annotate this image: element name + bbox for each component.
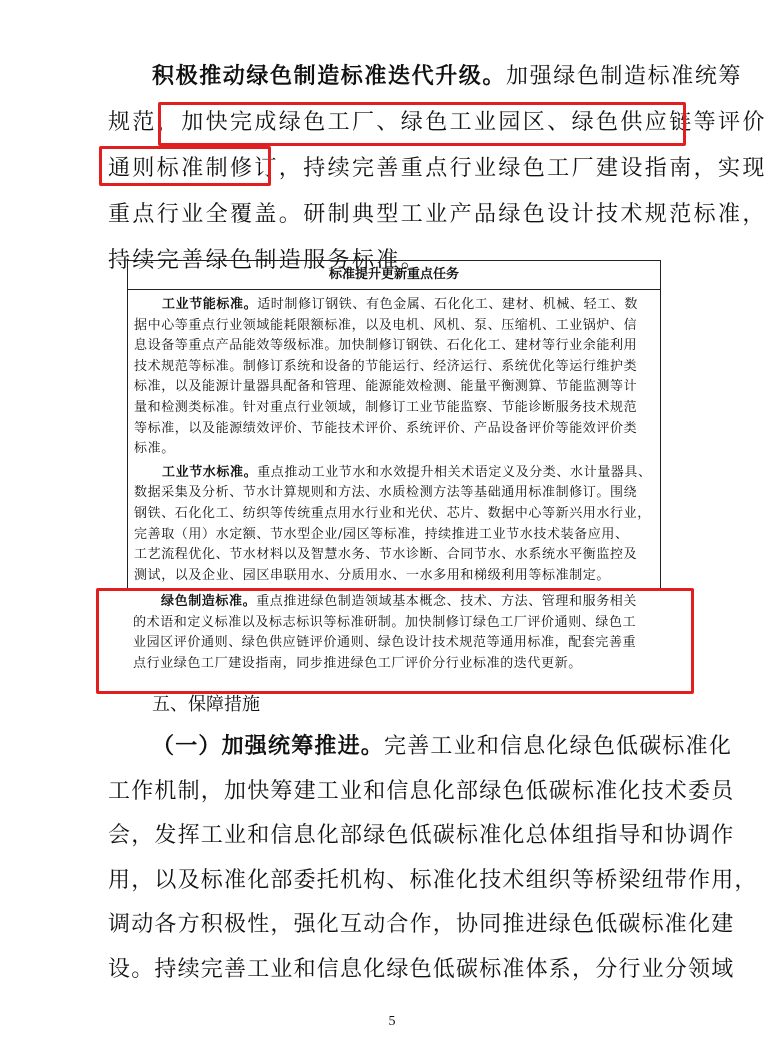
page-number: 5 — [388, 1014, 396, 1029]
paragraph-line: 通则标准制修订，持续完善重点行业绿色工厂建设指南，实现 — [108, 156, 767, 181]
table-line: 数据采集及分析、节水计算规则和方法、水质检测方法等基础通用标准制修订。围绕 — [134, 485, 638, 501]
green-label: 绿色制造标准。 — [161, 594, 257, 609]
paragraph-line: 工作机制，加快筹建工业和信息化部绿色低碳标准化技术委员 — [108, 778, 735, 804]
highlight-box-evaluation-rules — [158, 102, 686, 146]
table-line: 工业节水标准。重点推动工业节水和水效提升相关术语定义及分类、水计量器具、 — [162, 464, 652, 480]
table-line: 标准，以及能源计量器具配备和管理、能源能效检测、能量平衡测算、节能监测等计 — [134, 379, 638, 395]
paragraph-line: 会，发挥工业和信息化部绿色低碳标准化总体组指导和协调作 — [108, 823, 735, 848]
table-line: 据中心等重点行业领域能耗限额标准，以及电机、风机、泵、压缩机、工业锅炉、信 — [134, 317, 638, 333]
paragraph-line: 用，以及标准化部委托机构、标准化技术组织等桥梁纽带作用， — [108, 867, 758, 893]
bottom-paragraph — [108, 725, 758, 992]
task-table — [127, 260, 661, 590]
highlight-box-green-standards — [96, 588, 694, 694]
table-line: 量和检测类标准。针对重点行业领域，制修订工业节能监察、节能诊断服务技术规范 — [134, 399, 638, 415]
table-line: 点行业绿色工厂建设指南，同步推进绿色工厂评价分行业标准的迭代更新。 — [133, 655, 582, 671]
table-line: 工艺流程优化、节水材料以及智慧水务、节水诊断、合同节水、水系统水平衡监控及 — [134, 547, 638, 563]
water-label: 工业节水标准。 — [162, 464, 258, 480]
table-line: 钢铁、石化化工、纺织等传统重点用水行业和光伏、芯片、数据中心等新兴用水行业， — [134, 505, 651, 521]
table-line: 等标准，以及能源绩效评价、节能技术评价、系统评价、产品设备评价等能效评价类 — [134, 420, 638, 436]
paragraph-line: （一）加强统筹推进。完善工业和信息化绿色低碳标准化 — [152, 734, 733, 759]
table-title: 标准提升更新重点任务 — [128, 261, 660, 290]
table-line: 测试，以及企业、园区串联用水、分质用水、一水多用和梯级利用等标准制定。 — [134, 567, 611, 583]
paragraph-line: 设。持续完善工业和信息化绿色低碳标准体系，分行业分领域 — [108, 956, 735, 982]
table-line: 完善取（用）水定额、节水型企业/园区等标准，持续推进工业节水技术装备应用、 — [134, 526, 629, 542]
highlight-box-standard-revision — [99, 146, 271, 186]
paragraph-line: 持续完善绿色制造服务标准。 — [108, 248, 426, 273]
table-line: 的术语和定义标准以及标志标识等标准研制。加快制修订绿色工厂评价通则、绿色工 — [133, 614, 637, 630]
paragraph-line: 调动各方积极性，强化互动合作，协同推进绿色低碳标准化建 — [108, 912, 735, 937]
table-line: 标准。 — [134, 441, 175, 457]
paragraph-line: 重点行业全覆盖。研制典型工业产品绿色设计技术规范标准， — [108, 202, 767, 227]
paragraph-line: 规范，加快完成绿色工厂、绿色工业园区、绿色供应链等评价 — [108, 110, 767, 135]
table-line: 息设备等重点产品能效等级标准。加快制修订钢铁、石化化工、建材等行业余能利用 — [134, 338, 638, 354]
table-line: 工业节能标准。适时制修订钢铁、有色金属、石化化工、建材、机械、轻工、数 — [162, 297, 639, 312]
table-line: 绿色制造标准。重点推进绿色制造领域基本概念、技术、方法、管理和服务相关 — [161, 594, 638, 609]
paragraph-lead: 积极推动绿色制造标准迭代升级。 — [152, 64, 507, 89]
paragraph-lead: （一）加强统筹推进。 — [152, 734, 385, 759]
table-line: 业园区评价通则、绿色供应链评价通则、绿色设计技术规范等通用标准，配套完善重 — [133, 635, 637, 651]
table-body — [128, 290, 660, 586]
table-line: 技术规范等标准。制修订系统和设备的节能运行、经济运行、系统优化等运行维护类 — [134, 358, 638, 374]
energy-label: 工业节能标准。 — [162, 297, 258, 312]
section-title: 五、保障措施 — [152, 694, 260, 715]
paragraph-line: 积极推动绿色制造标准迭代升级。加强绿色制造标准统筹 — [152, 64, 743, 89]
